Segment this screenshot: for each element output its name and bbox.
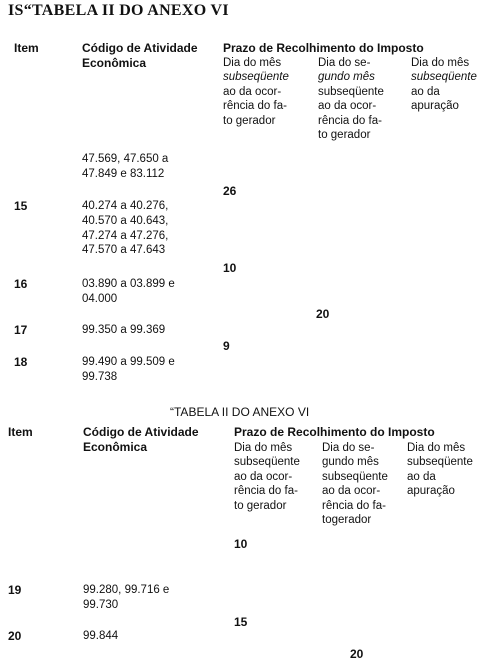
table1-row-cont-value: 26 [223, 184, 237, 198]
table2-col2-header: Dia do se- gundo mês subseqüente ao da ocor- rência do fa- togerador [322, 442, 388, 527]
table2-header-prazo: Prazo de Recolhimento do Imposto [234, 425, 435, 439]
table2-item-20: 20 [8, 629, 22, 643]
table1-item-15-value: 10 [223, 261, 237, 275]
table2-item-20-code: 99.844 [83, 630, 119, 642]
table1-item-16: 16 [14, 277, 28, 291]
table1-item-18-code: 99.490 a 99.509 e 99.738 [82, 356, 175, 383]
table2-item-19-value: 15 [234, 615, 248, 629]
table2-header-code: Código de Atividade Econômica [83, 425, 199, 454]
table1-header-code: Código de Atividade Econômica [82, 41, 198, 70]
table2-item-19: 19 [8, 583, 22, 597]
table2-item-19-code: 99.280, 99.716 e 99.730 [83, 584, 170, 611]
table2-col3-header: Dia do mês subseqüente ao da apuração [407, 442, 473, 498]
table1-header-prazo: Prazo de Recolhimento do Imposto [223, 41, 424, 55]
table1-item-16-code: 03.890 a 03.899 e 04.000 [82, 278, 175, 305]
table2-header-item: Item [8, 425, 33, 439]
table1-title: IS“TABELA II DO ANEXO VI [8, 2, 229, 19]
table2-row-cont-value: 10 [234, 537, 248, 551]
table1-item-17-value: 9 [223, 339, 230, 353]
table2-col1-header: Dia do mês subseqüente ao da ocor- rência do fa- to gerador [234, 442, 300, 512]
table1-item-18: 18 [14, 355, 28, 369]
table2-title: “TABELA II DO ANEXO VI [170, 405, 310, 419]
table1-col1-header: Dia do mês subseqüente ao da ocor- rência do fa- to gerador [223, 57, 289, 127]
table1-col2-header: Dia do se- gundo mês subseqüente ao da ocor- rência do fa- to gerador [318, 57, 384, 142]
table1-item-16-value: 20 [316, 307, 330, 321]
table1-item-15: 15 [14, 199, 28, 213]
table1-row-cont-code: 47.569, 47.650 a 47.849 e 83.112 [82, 153, 169, 180]
table1-col3-header: Dia do mês subseqüente ao da apuração [411, 57, 477, 113]
table1-item-15-code: 40.274 a 40.276, 40.570 a 40.643, 47.274 a 47.276, 47.570 a 47.643 [82, 200, 169, 257]
table1-header-item: Item [14, 41, 39, 55]
table2-item-20-value: 20 [350, 647, 364, 661]
table1-item-17: 17 [14, 323, 28, 337]
table1-item-17-code: 99.350 a 99.369 [82, 324, 166, 336]
